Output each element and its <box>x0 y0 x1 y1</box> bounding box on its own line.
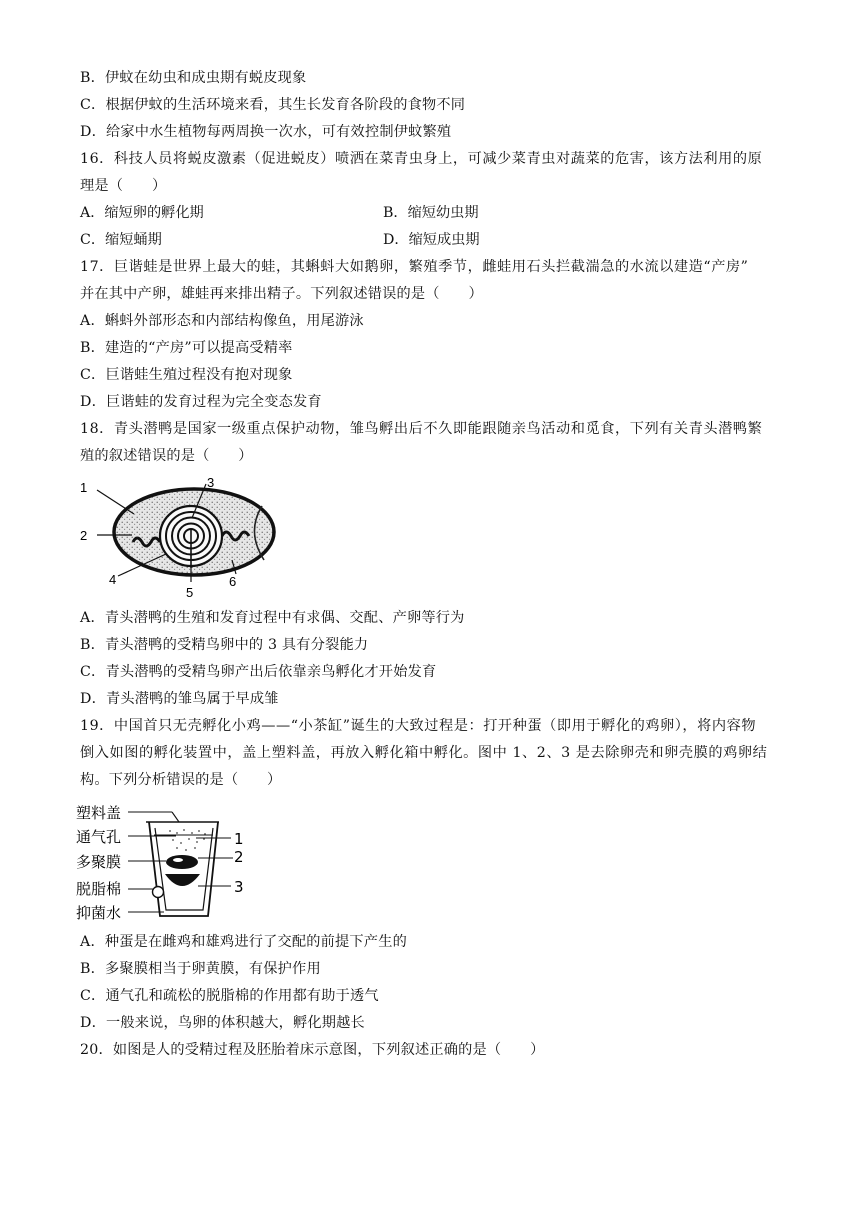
label-cotton: 脱脂棉 <box>76 880 122 898</box>
egg-germ-yolk <box>166 855 198 869</box>
label-number-3: 3 <box>234 878 244 896</box>
q16-stem-line2: 理是（ ） <box>80 178 167 194</box>
q16-option-c: C．缩短蛹期 <box>80 232 162 248</box>
q19-stem-line1: 19．中国首只无壳孵化小鸡——“小茶缸”诞生的大致过程是：打开种蛋（即用于孵化的鸡卵），将内容物 <box>80 718 757 734</box>
q19-option-b: B．多聚膜相当于卵黄膜，有保护作用 <box>80 961 321 977</box>
egg-yolk-3 <box>165 874 200 886</box>
q18-option-c: C．青头潜鸭的受精鸟卵产出后依靠亲鸟孵化才开始发育 <box>80 664 437 680</box>
label-plastic-lid: 塑料盖 <box>76 804 122 822</box>
q18-stem-line2: 殖的叙述错误的是（ ） <box>80 448 253 464</box>
q15-option-c: C．根据伊蚊的生活环境来看，其生长发育各阶段的食物不同 <box>80 97 466 113</box>
egg-label-6: 6 <box>229 574 237 589</box>
q19-stem-line2: 倒入如图的孵化装置中，盖上塑料盖，再放入孵化箱中孵化。图中 1、2、3 是去除卵壳和卵壳膜的鸡卵结 <box>80 745 768 761</box>
q15-option-d: D．给家中水生植物每两周换一次水，可有效控制伊蚊繁殖 <box>80 124 452 140</box>
q17-stem-line1: 17．巨谐蛙是世界上最大的蛙，其蝌蚪大如鹅卵，繁殖季节，雌蛙用石头拦截湍急的水流以建造“产房” <box>80 259 749 275</box>
q16-stem-line1: 16．科技人员将蜕皮激素（促进蜕皮）喷洒在菜青虫身上，可减少菜青虫对蔬菜的危害，该方法利用的原 <box>80 151 763 167</box>
q16-option-d: D．缩短成虫期 <box>383 232 480 248</box>
label-number-1: 1 <box>234 830 244 848</box>
label-vent-hole: 通气孔 <box>76 828 122 846</box>
q17-option-d: D．巨谐蛙的发育过程为完全变态发育 <box>80 394 322 410</box>
label-number-2: 2 <box>234 848 244 866</box>
q17-option-c: C．巨谐蛙生殖过程没有抱对现象 <box>80 367 293 383</box>
q19-option-a: A．种蛋是在雌鸡和雄鸡进行了交配的前提下产生的 <box>80 934 407 950</box>
q16-option-a: A．缩短卵的孵化期 <box>80 205 204 221</box>
egg-albumen <box>169 829 206 851</box>
bird-egg-diagram <box>76 476 276 604</box>
q15-option-b: B．伊蚊在幼虫和成虫期有蜕皮现象 <box>80 70 307 86</box>
shell-less-incubator-diagram <box>76 798 256 926</box>
label-polymer-film: 多聚膜 <box>76 853 122 871</box>
q17-stem-line2: 并在其中产卵，雄蛙再来排出精子。下列叙述错误的是（ ） <box>80 286 483 302</box>
q18-option-a: A．青头潜鸭的生殖和发育过程中有求偶、交配、产卵等行为 <box>80 610 465 626</box>
q19-stem-line3: 构。下列分析错误的是（ ） <box>80 772 282 788</box>
egg-label-1: 1 <box>80 480 88 495</box>
q19-option-c: C．通气孔和疏松的脱脂棉的作用都有助于透气 <box>80 988 379 1004</box>
label-antibacterial-water: 抑菌水 <box>76 904 122 922</box>
q18-option-d: D．青头潜鸭的雏鸟属于早成雏 <box>80 691 279 707</box>
q16-option-b: B．缩短幼虫期 <box>383 205 479 221</box>
q17-option-b: B．建造的“产房”可以提高受精率 <box>80 340 293 356</box>
q18-option-b: B．青头潜鸭的受精鸟卵中的 3 具有分裂能力 <box>80 637 369 653</box>
egg-label-3: 3 <box>207 476 215 490</box>
q18-stem-line1: 18．青头潜鸭是国家一级重点保护动物，雏鸟孵出后不久即能跟随亲鸟活动和觅食，下列有关青头潜鸭繁 <box>80 421 763 437</box>
egg-label-5: 5 <box>186 585 194 600</box>
cotton-ball <box>153 887 164 898</box>
q19-option-d: D．一般来说，鸟卵的体积越大，孵化期越长 <box>80 1015 365 1031</box>
egg-label-2: 2 <box>80 528 88 543</box>
q20-stem-line1: 20．如图是人的受精过程及胚胎着床示意图，下列叙述正确的是（ ） <box>80 1042 545 1058</box>
egg-label-4: 4 <box>109 572 117 587</box>
q17-option-a: A．蝌蚪外部形态和内部结构像鱼，用尾游泳 <box>80 313 364 329</box>
